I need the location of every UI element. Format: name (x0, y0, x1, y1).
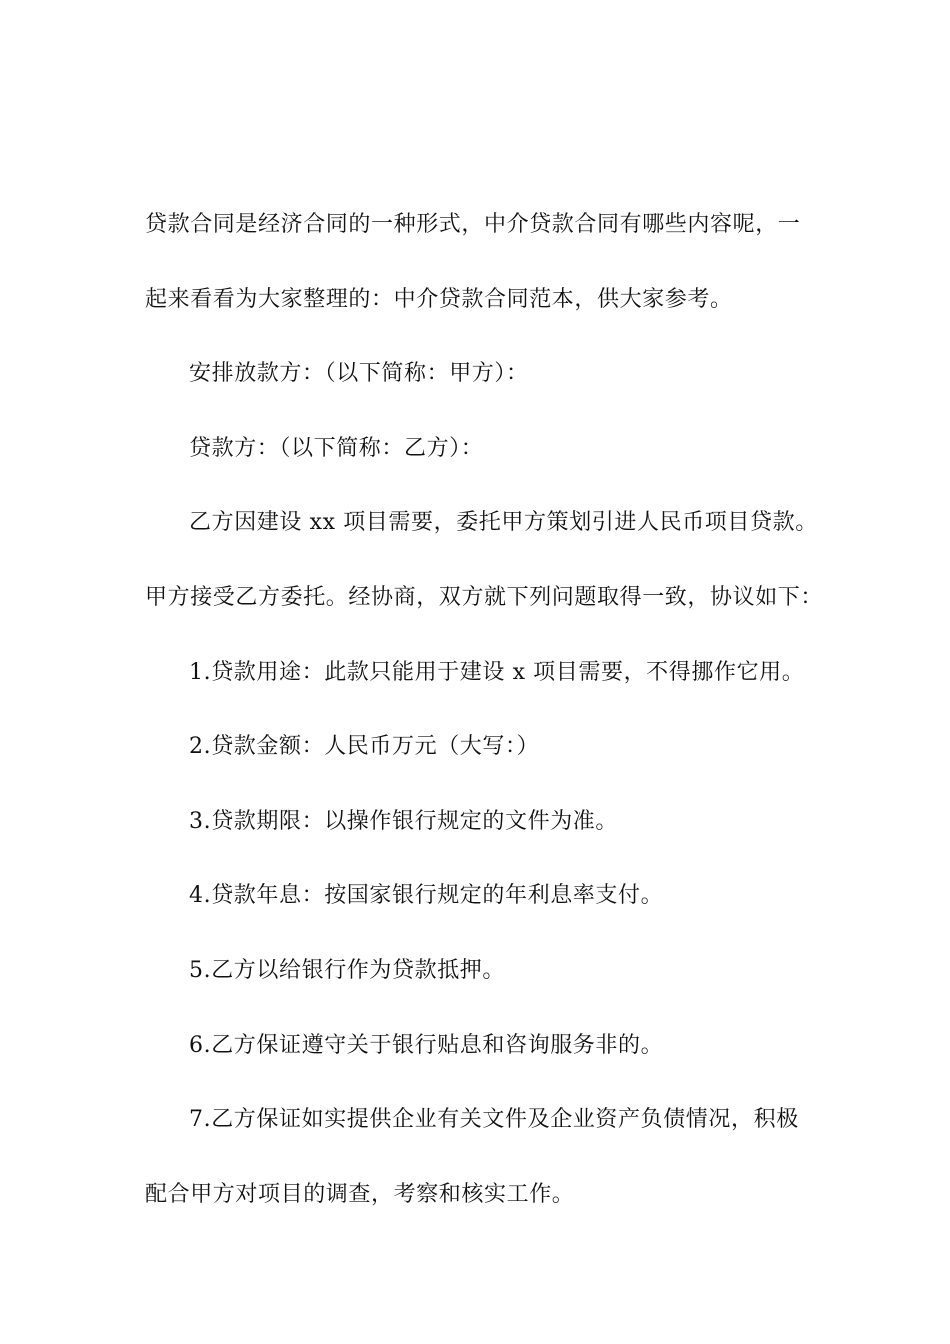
clause-7-disclosure-1: 7.乙方保证如实提供企业有关文件及企业资产负债情况，积极 (189, 1107, 799, 1133)
clause-6-compliance: 6.乙方保证遵守关于银行贴息和咨询服务非的。 (189, 1032, 664, 1058)
text-line-intro-2: 起来看看为大家整理的：中介贷款合同范本，供大家参考。 (145, 286, 733, 312)
clause-7-disclosure-2: 配合甲方对项目的调查，考察和核实工作。 (145, 1181, 575, 1207)
text-line-purpose-1: 乙方因建设 xx 项目需要，委托甲方策划引进人民币项目贷款。 (189, 510, 818, 536)
clause-2-loan-amount: 2.贷款金额：人民币万元（大写：） (189, 734, 540, 760)
clause-1-loan-purpose: 1.贷款用途：此款只能用于建设 x 项目需要，不得挪作它用。 (189, 659, 805, 685)
document-body (145, 200, 824, 1244)
clause-5-collateral: 5.乙方以给银行作为贷款抵押。 (189, 957, 505, 983)
borrower-party-line: 贷款方：（以下简称：乙方）： (189, 435, 484, 461)
clause-4-loan-interest: 4.贷款年息：按国家银行规定的年利息率支付。 (189, 883, 664, 909)
text-line-intro-1: 贷款合同是经济合同的一种形式，中介贷款合同有哪些内容呢，一 (145, 212, 801, 237)
lender-party-line: 安排放款方：（以下简称：甲方）： (189, 361, 529, 387)
text-line-purpose-2: 甲方接受乙方委托。经协商，双方就下列问题取得一致，协议如下： (145, 584, 824, 610)
clause-3-loan-term: 3.贷款期限：以操作银行规定的文件为准。 (189, 808, 618, 834)
